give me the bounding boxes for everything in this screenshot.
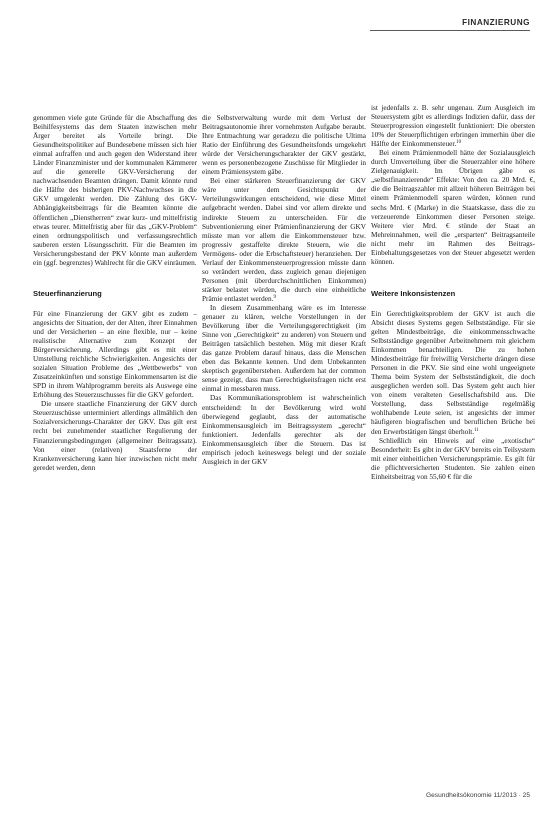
paragraph-text: Bei einer stärkeren Steuerfinanzierung der GKV wäre unter dem Gesichtspunkt der Verteilungswirkungen entscheidend, wie diese Mittel aufgebracht werden. Dabei sind vor allem direkte und indirekte Steuern zu unterscheiden. Für die Subventionierung einer Prämienfinanzierung der GKV müsste man vor allem die Einkommensteuer bzw. progressiv gestaffelte direkte Steuern, wie die Vermögens- oder die Erbschaftsteuer) heranziehen. Der Verlauf der Einkommensteuerprogression müsste dann so verändert werden, dass zugleich genau diejenigen Personen (mit überdurchschnittlichen Einkommen) stärker belastet würden, die durch eine einheitliche Prämie entlastet werden. — [202, 177, 366, 303]
paragraph: Die unsere staatliche Finanzierung der GKV durch Steuerzuschüsse unterminiert allerdings allmählich den Sozialversicherungs-Charakter der GKV. Das gilt erst recht bei zunehmender staatlicher Regulierung der Finanzierungsbedingungen (allgemeiner Beitragssatz). Von einer (relativen) Staatsferne der Krankenversicherung kann hier inzwischen nicht mehr geredet werden, denn — [33, 400, 197, 472]
paragraph — [371, 310, 535, 437]
text-column-1 — [33, 114, 197, 473]
paragraph: genommen viele gute Gründe für die Abschaffung des Beihilfesystems das dem Staaten inzwischen mehr Ärger bereitet als Vorteile bringt. Die Gesundheitspolitiker auf Bundesebene müssen sich hier einmal aufraffen und auch gegen den Widerstand ihrer Länder Finanzminister und der kommunalen Kämmerer auf die generelle GKV-Versicherung der nachwachsenden Beamten drängen. Damit könnte rund die Hälfte des bisherigen PKV-Nachwuchses in die GKV umgelenkt werden. Die Zählung des GKV-Abhängigkeitsbeitrags für die Beamten könnte die öffentlichen „Dienstherren“ zwar kurz- und mittelfristig etwas teurer. Mittelfristig aber für das „GKV-Problem“ einen ordnungspolitisch und verfassungsrechtlich sauberen ersten Lösungsschritt. Für die Beamten im Versicherungsbestand der PKV könnte man außerdem ein (ggf. begrenztes) Wahlrecht für die GKV einräumen. — [33, 114, 197, 267]
header-divider — [370, 30, 530, 31]
footnote-marker: 10 — [456, 140, 462, 146]
paragraph: die Selbstverwaltung wurde mit dem Verlust der Beitragsautonomie ihrer vornehmsten Aufgabe beraubt. Ihre Entmachtung war geradezu die politische Ultima Ratio der Einführung des Gesundheitsfonds umgekehrt würde der Versicherungscharakter der GKV gestärkt, wenn es personenbezogene Zuschüsse für Mitglieder in einem Prämiensystem gäbe. — [202, 114, 366, 177]
paragraph — [371, 104, 535, 149]
paragraph: In diesem Zusammenhang wäre es im Interesse genauer zu klären, welche Vorstellungen in der Bevölkerung über die Verteilungsgerechtigkeit (im Sinne von „Gerechtigkeit“ zu anderen) von Steuern und Beiträgen tatsächlich bestehen. Mög mit dieser Kraft das ganze Problem darauf hinaus, dass die Menschen eben das Bekannte kennen. Und dem Unbekannten skeptisch gegenüberstehen. Außerdem hat der common sense gezeigt, dass man Gerechtigkeitsfragen nicht erst einmal in messbaren muss. — [202, 303, 366, 394]
page-footer: Gesundheitsökonomie 11/2013 · 25 — [426, 792, 530, 799]
paragraph: Das Kommunikationsproblem ist wahrscheinlich entscheidend: In der Bevölkerung wird wohl überwiegend geglaubt, dass der automatische Einkommensausgleich im Beitragssystem „gerecht“ funktioniert. Jedenfalls gerechter als der Einkommensausgleich über die Steuern. Das ist empirisch jedoch keineswegs belegt und der soziale Ausgleich in der GKV — [202, 394, 366, 466]
text-column-2 — [202, 114, 366, 467]
footnote-marker: 11 — [474, 427, 479, 433]
section-heading-steuerfinanzierung: Steuerfinanzierung — [33, 288, 102, 298]
section-label: FINANZIERUNG — [462, 18, 530, 27]
text-column-3 — [371, 104, 535, 482]
paragraph: Bei einem Prämienmodell hätte der Sozialausgleich durch Umverteilung über die Steuerzahler eine höhere Zielgenauigkeit. Im Übrigen gäbe es „selbstfinanzierende“ Effekte: Von den ca. 20 Mrd. €, die die Beitragszahler mit allzeit höheren Beiträgen bei einem Prämienmodell sparen würden, können rund sechs Mrd. € (Marke) in die Staatskasse, dass die zu verzeuerende Einkommen dieser Personen steige. Weitere vier Mrd. € stünde der Staat an Mehreinnahmen, weil die „ersparten“ Beitragsanteile nicht mehr im Rahmen des Beitrags-Einbehaltungsgesetzes von der Steuer abgesetzt werden können. — [371, 149, 535, 266]
paragraph — [202, 177, 366, 304]
paragraph: Schließlich ein Hinweis auf eine „exotische“ Besonderheit: Es gibt in der GKV bereits ein Teilsystem mit einer einheitlichen Versicherungsprämie. Es gilt für die pflichtversicherten Studenten. Sie zahlen einen Einheitsbeitrag von 55,60 € für die — [371, 436, 535, 481]
paragraph-text: Ein Gerechtigkeitsproblem der GKV ist auch die Absicht dieses Systems gegen Selbstständige. Für sie gelten Mindestbeiträge, die einkommensschwache Selbstständige gegenüber Arbeitnehmern mit gleichem Einkommen benachteiligen. Die zu hohen Mindestbeiträge für freiwillig Versicherte drängen diese Personen in die PKV. Sie sind eine wohl ungeeignete Thema beim System der Selbstständigkeit, die doch ausgeglichen werden soll. Das System geht auch hier von einem veralteten Gesellschaftsbild aus. Die Vorstellung, dass Selbstständige regelmäßig wohlhabende Leute seien, ist angesichts der immer häufigeren biografischen und beruflichen Brüche bei den Erwerbstätigen längst überholt. — [371, 309, 535, 436]
paragraph-text: ist jedenfalls z. B. sehr ungenau. Zum Ausgleich im Steuersystem gibt es allerdings Indizien dafür, dass der Steuerprogression eingestellt funktioniert: Die obersten 10% der Steuerpflichtigen erbringen immerhin über die Hälfte der Einkommensteuer. — [371, 104, 535, 149]
footnote-marker: 9 — [273, 294, 276, 300]
section-heading-weitere-inkonsistenzen: Weitere Inkonsistenzen — [371, 288, 456, 298]
paragraph: Für eine Finanzierung der GKV gibt es zudem – angesichts der Situation, der der Alten, ihrer Einnahmen und der Versicherten – an eine flexible, nur – keine realistische Alternative zum Konzept der Bürgerversicherung. Allerdings gibt es mit einer Umstellung reichliche Schwierigkeiten. Angesichts der sozialen Situation Probleme des „Wettbewerbs“ von Zusatzeinkünften und sonstige Einkommensarten ist die SPD in ihrem Wahlprogramm bereits als Auswege eine Erhöhung des Steuerzuschusses für die GKV gefordert. — [33, 309, 197, 400]
